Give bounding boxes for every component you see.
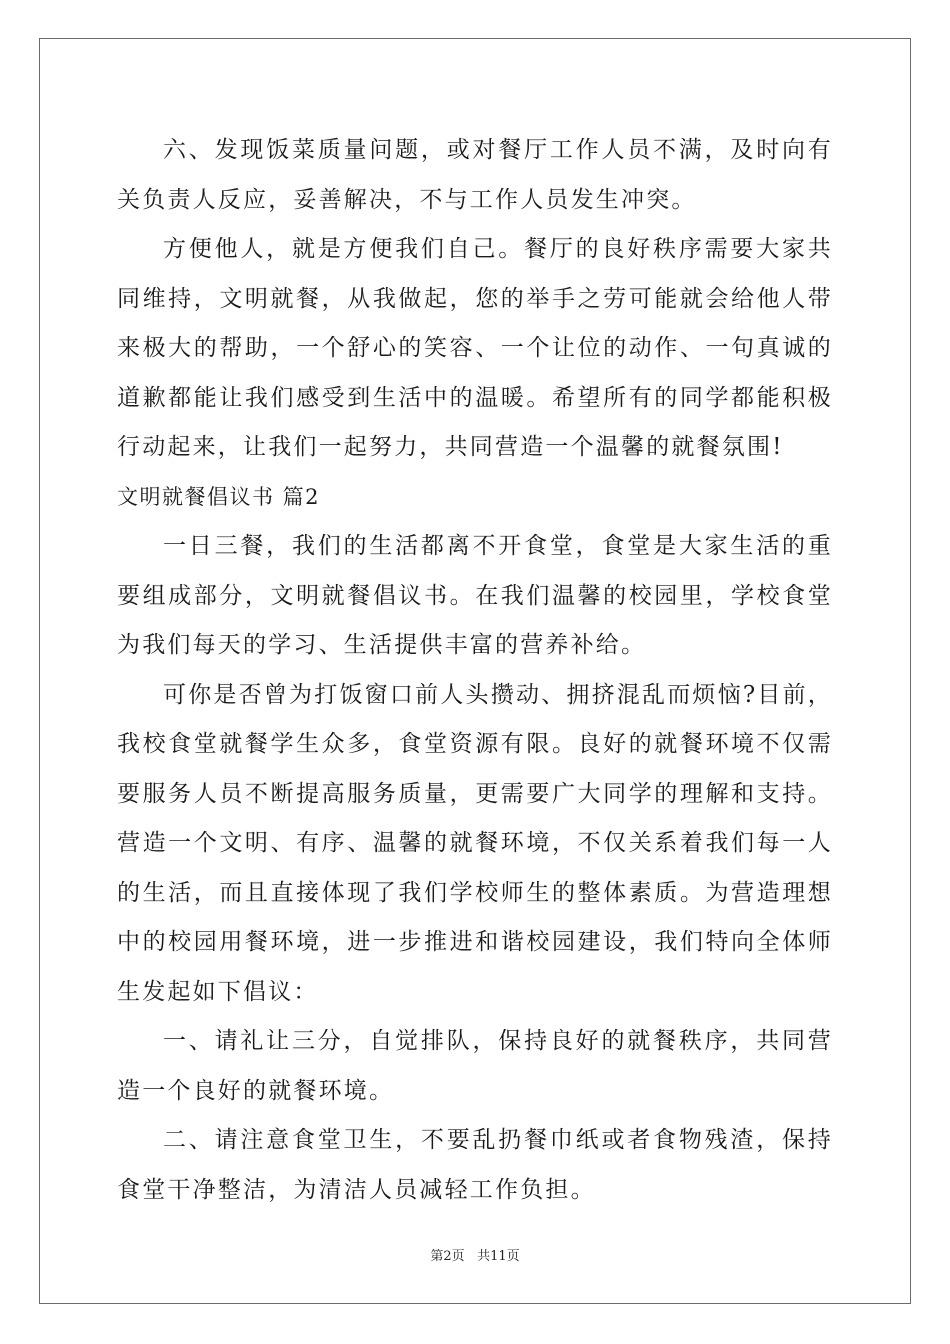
page-total: 共11页	[477, 1249, 520, 1264]
page-number: 第2页	[430, 1249, 465, 1264]
paragraph-context: 可你是否曾为打饭窗口前人头攒动、拥挤混乱而烦恼?目前，我校食堂就餐学生众多，食堂资源有限。良好的就餐环境不仅需要服务人员不断提高服务质量，更需要广大同学的理解和支持。营造一个文明、有序、温馨的就餐环境，不仅关系着我们每一人的生活，而且直接体现了我们学校师生的整体素质。为营造理想中的校园用餐环境，进一步推进和谐校园建设，我们特向全体师生发起如下倡议：	[117, 681, 833, 1005]
paragraph-closing: 方便他人，就是方便我们自己。餐厅的良好秩序需要大家共同维持，文明就餐，从我做起，您的举手之劳可能就会给他人带来极大的帮助，一个舒心的笑容、一个让位的动作、一句真诚的道歉都能让我们感受到生活中的温暖。希望所有的同学都能积极行动起来，让我们一起努力，共同营造一个温馨的就餐氛围!	[117, 236, 833, 460]
paragraph-item-1: 一、请礼让三分，自觉排队，保持良好的就餐秩序，共同营造一个良好的就餐环境。	[117, 1028, 833, 1104]
paragraph-item-2: 二、请注意食堂卫生，不要乱扔餐巾纸或者食物残渣，保持食堂干净整洁，为清洁人员减轻工作负担。	[117, 1127, 833, 1203]
paragraph-intro: 一日三餐，我们的生活都离不开食堂，食堂是大家生活的重要组成部分，文明就餐倡议书。在我们温馨的校园里，学校食堂为我们每天的学习、生活提供丰富的营养补给。	[117, 533, 833, 658]
page-footer	[0, 1245, 950, 1264]
section-heading: 文明就餐倡议书 篇2	[117, 484, 321, 509]
paragraph-6: 六、发现饭菜质量问题，或对餐厅工作人员不满，及时向有关负责人反应，妥善解决，不与工作人员发生冲突。	[117, 137, 833, 213]
document-body	[117, 126, 833, 1215]
